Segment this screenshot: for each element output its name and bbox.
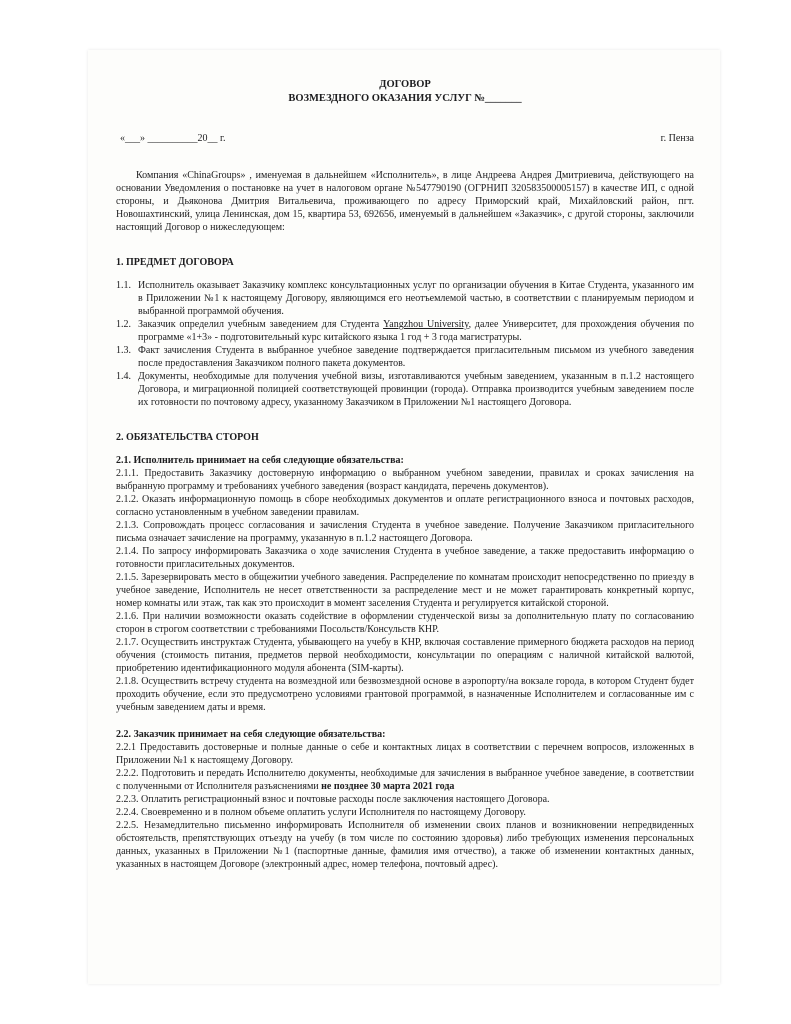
clause-number: 1.2. <box>116 319 131 330</box>
clause-text: Документы, необходимые для получения учебной визы, изготавливаются учебным заведением, указанным в п.1.2 настоящего Договора, и миграционной полицией соответствующей провинции (города). Отправка производится учебным заведением после их готовности по почтовому адресу, указанному Заказчиком в Приложении №1 настоящего Договора. <box>138 371 694 408</box>
clause-2-1-3: 2.1.3. Сопровождать процесс согласования и зачисления Студента в учебное заведение. Получение Заказчиком пригласительного письма означает зачисление на программу, указанную в п.1.2 настоящего Договора. <box>116 520 694 544</box>
date-city-line <box>116 132 694 145</box>
document-page <box>88 50 720 984</box>
clause-2-1-8: 2.1.8. Осуществить встречу студента на возмездной или безвозмездной основе в аэропорту/на вокзале города, в котором Студент будет проходить обучение, если это предусмотрено условиями грантовой программой, в назначенные Исполнителем и согласованные им с учебным заведением даты и время. <box>116 676 694 713</box>
contract-city: г. Пенза <box>660 133 694 144</box>
clause-number: 1.1. <box>116 280 131 291</box>
clause-2-1-5: 2.1.5. Зарезервировать место в общежитии учебного заведения. Распределение по комнатам происходит непосредственно по приезду в учебное заведение, Исполнитель не несет ответственности за распределение мест и не может гарантировать конкретный корпус, номер комнаты или этаж, так как это происходит в момент заселения Студента и регулируется китайской стороной. <box>116 572 694 609</box>
document-content <box>116 78 694 871</box>
title-line-2: ВОЗМЕЗДНОГО ОКАЗАНИЯ УСЛУГ №_______ <box>288 93 522 104</box>
clause-2-2-3: 2.2.3. Оплатить регистрационный взнос и почтовые расходы после заключения настоящего Договора. <box>116 794 550 805</box>
clause-2-1-7: 2.1.7. Осуществить инструктаж Студента, убывающего на учебу в КНР, включая составление примерного бюджета расходов на период обучения (стоимость питания, предметов первой необходимости, консультации по операциям с наличной китайской валютой, приобретению идентификационного модуля абонента (SIM-карты). <box>116 637 694 674</box>
subsection-2-2-heading: 2.2. Заказчик принимает на себя следующие обязательства: <box>116 729 386 740</box>
clause-number: 1.3. <box>116 345 131 356</box>
clause-2-1-6: 2.1.6. При наличии возможности оказать содействие в оформлении студенческой визы за дополнительную плату по согласованию сторон в строгом соответствии с требованиями Посольств/Консульств КНР. <box>116 611 694 635</box>
clause-text-after: , далее Университет, для прохождения обучения по программе «1+3» - подготовительный курс китайского языка 1 год + 3 года магистратуры. <box>138 319 695 343</box>
preamble-paragraph: Компания «ChinaGroups» , именуемая в дальнейшем «Исполнитель», в лице Андреева Андрея Дмитриевича, действующего на основании Уведомления о постановке на учет в налоговом органе №547790190 (ОГРНИП 320583500005157) в качестве ИП, с одной стороны, и Дьяконова Дмитрия Витальевича, проживающего по адресу Приморский край, Михайловский район, пгт. Новошахтинский, улица Ленинская, дом 15, квартира 53, 692656, именуемый в дальнейшем «Заказчик», с другой стороны, заключили настоящий Договор о нижеследующем: <box>116 170 694 233</box>
clause-1-4 <box>116 370 694 409</box>
section-1-heading: 1. ПРЕДМЕТ ДОГОВОРА <box>116 257 234 268</box>
clause-1-2 <box>116 318 694 344</box>
subsection-2-1-heading: 2.1. Исполнитель принимает на себя следующие обязательства: <box>116 455 404 466</box>
clause-1-3 <box>116 344 694 370</box>
clause-text: Исполнитель оказывает Заказчику комплекс консультационных услуг по организации обучения в Китае Студента, указанного им в Приложении №1 к настоящему Договору, являющимся его неотъемлемой частью, в соответствии с планируемым периодом и выбранной программой обучения. <box>138 280 694 317</box>
title-line-1: ДОГОВОР <box>379 79 431 90</box>
clause-2-2-2-text: 2.2.2. Подготовить и передать Исполнителю документы, необходимые для зачисления в выбранное учебное заведение, в соответствии с полученными от Исполнителя разъяснениями <box>116 768 694 792</box>
clause-2-2-2 <box>116 767 694 793</box>
clause-1-1 <box>116 279 694 318</box>
clause-2-1-4: 2.1.4. По запросу информировать Заказчика о ходе зачисления Студента в учебное заведение, а также предоставить информацию о готовности пригласительных документов. <box>116 546 694 570</box>
clause-2-2-2-deadline: не позднее 30 марта 2021 года <box>321 781 455 792</box>
section-2-heading: 2. ОБЯЗАТЕЛЬСТВА СТОРОН <box>116 432 259 443</box>
document-title <box>116 78 694 106</box>
clause-text <box>138 318 694 344</box>
clause-text-before: Заказчик определил учебным заведением для Студента <box>138 319 384 330</box>
clause-number: 1.4. <box>116 371 131 382</box>
clause-2-2-4: 2.2.4. Своевременно и в полном объеме оплатить услуги Исполнителя по настоящему Договору. <box>116 807 526 818</box>
university-name: Yangzhou University <box>383 319 469 330</box>
clause-2-1-2: 2.1.2. Оказать информационную помощь в сборе необходимых документов и оплате регистрационного взноса и почтовых расходов, согласно установленным в учебном заведении правилам. <box>116 494 694 518</box>
clause-text: Факт зачисления Студента в выбранное учебное заведение подтверждается пригласительным письмом из учебного заведения после предоставления Заказчиком полного пакета документов. <box>138 345 694 369</box>
clause-2-2-1: 2.2.1 Предоставить достоверные и полные данные о себе и контактных лицах в соответствии с перечнем вопросов, изложенных в Приложении №1 к настоящему Договору. <box>116 742 694 766</box>
contract-date: «___» __________20__ г. <box>120 133 226 144</box>
clause-2-1-1: 2.1.1. Предоставить Заказчику достоверную информацию о выбранном учебном заведении, правилах и сроках зачисления на выбранную программу и требованиях учебного заведения (возраст кандидата, перечень документов). <box>116 468 694 492</box>
clause-2-2-5: 2.2.5. Незамедлительно письменно информировать Исполнителя об изменении своих планов и возникновении непредвиденных обстоятельств, препятствующих отъезду на учебу (в том числе по состоянию здоровья) либо требующих изменения персональных данных, указанных в Приложении №1 (паспортные данные, фамилия имя отчество), а также об изменении контактных данных, указанных в настоящем Договоре (электронный адрес, номер телефона, почтовый адрес). <box>116 820 694 870</box>
